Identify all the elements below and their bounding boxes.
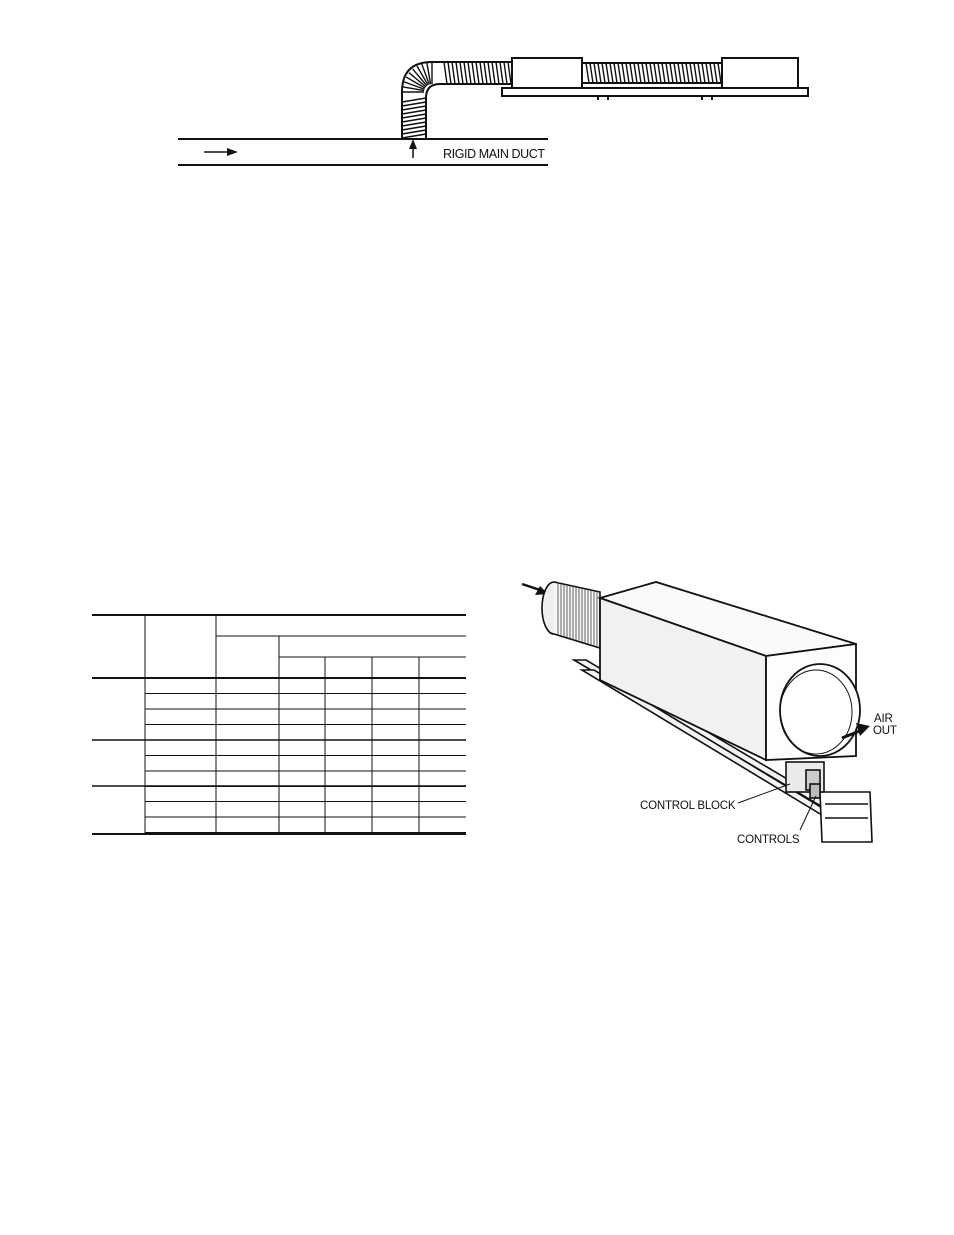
control-block-leader <box>738 784 790 803</box>
data-table-grid <box>92 614 468 836</box>
air-out-label-line1: AIR <box>874 713 893 725</box>
terminal-box-1 <box>512 58 582 88</box>
terminal-unit-illustration <box>490 560 954 860</box>
control-block <box>786 762 824 798</box>
flexible-duct <box>402 62 512 139</box>
flex-connector <box>582 63 722 83</box>
airflow-arrow-icon <box>204 148 238 156</box>
control-block-label: CONTROL BLOCK <box>640 800 736 812</box>
ceiling-rail <box>502 88 808 100</box>
duct-layout-diagram <box>0 0 954 200</box>
main-duct-label: RIGID MAIN DUCT <box>443 147 545 161</box>
air-out-label-line2: OUT <box>873 725 897 737</box>
terminal-box-2 <box>722 58 798 88</box>
takeoff-arrow-icon <box>409 139 417 158</box>
controls-label: CONTROLS <box>737 834 800 846</box>
flexible-inlet-duct <box>542 582 600 648</box>
outlet-collar <box>780 664 860 756</box>
